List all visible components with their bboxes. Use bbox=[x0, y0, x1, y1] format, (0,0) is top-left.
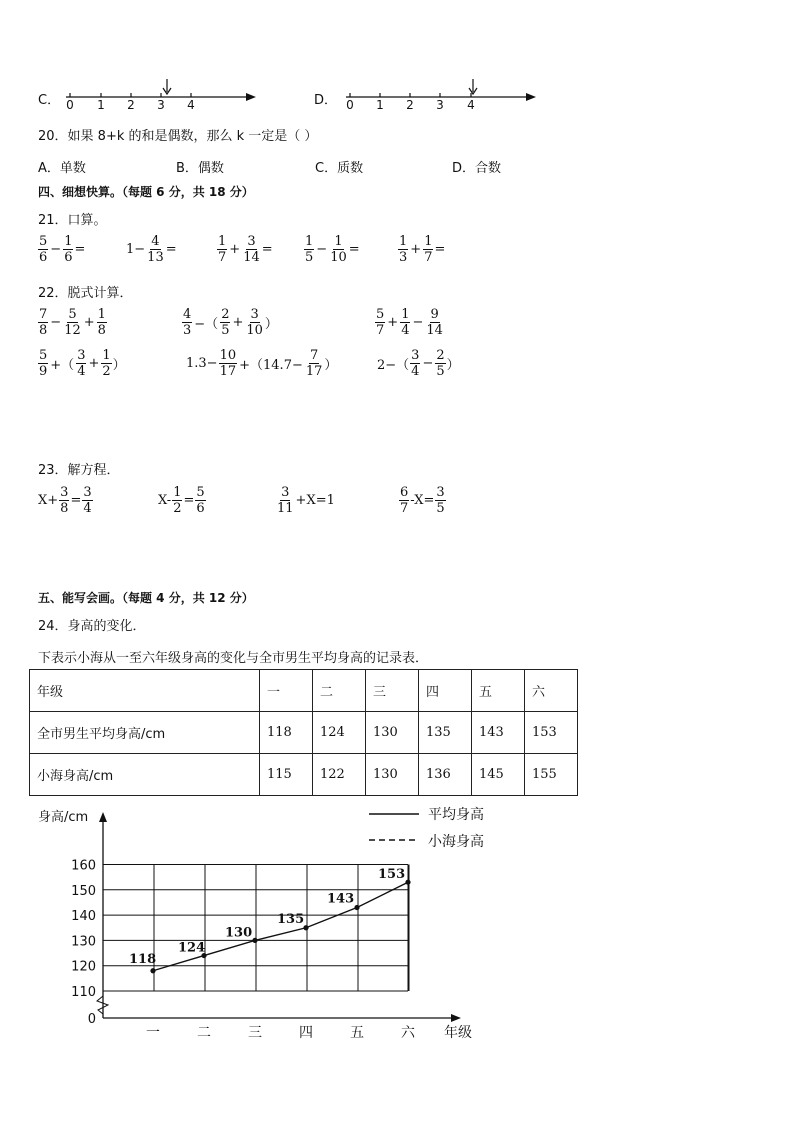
tick-label: 4 bbox=[187, 98, 195, 112]
q21-expr-4: $\frac{1}{5}$ − $\frac{1}{10}$ = bbox=[305, 234, 360, 265]
table-cell: 143 bbox=[472, 712, 525, 754]
q23-eq-3: $\frac{3}{11}$ +X=1 bbox=[277, 485, 335, 516]
q22-expr-5: 1.3− $\frac{10}{17}$ +（14.7− $\frac{7}{17}$ ） bbox=[186, 348, 338, 379]
data-label: 124 bbox=[178, 940, 206, 956]
tick-label: 0 bbox=[66, 98, 74, 112]
x-tick-label: 一 bbox=[146, 1025, 160, 1041]
table-cell: 122 bbox=[313, 754, 366, 796]
table-cell: 130 bbox=[366, 712, 419, 754]
q23-title: 23．解方程． bbox=[38, 463, 120, 478]
x-axis-arrow bbox=[451, 1014, 461, 1022]
tick-label: 2 bbox=[127, 98, 135, 112]
tick-label: 1 bbox=[376, 98, 384, 112]
tick-label: 3 bbox=[157, 98, 165, 112]
tick-label: 1 bbox=[97, 98, 105, 112]
number-line-d bbox=[342, 76, 542, 112]
q20-option-c: C．质数 bbox=[315, 161, 364, 176]
q23-eq-2: X- $\frac{1}{2}$ = $\frac{5}{6}$ bbox=[158, 485, 205, 516]
y-tick-label: 140 bbox=[71, 909, 96, 925]
table-cell: 124 bbox=[313, 712, 366, 754]
table-header-cell: 一 bbox=[260, 670, 313, 712]
q22-expr-4: $\frac{5}{9}$ +（ $\frac{3}{4}$ + $\frac{1}{2}$ ） bbox=[39, 348, 126, 379]
q21-title: 21．口算。 bbox=[38, 213, 107, 228]
table-cell: 130 bbox=[366, 754, 419, 796]
q21-expr-1: $\frac{5}{6}$ − $\frac{1}{6}$ = bbox=[39, 234, 86, 265]
q22-expr-6: 2−（ $\frac{3}{4}$ − $\frac{2}{5}$ ） bbox=[377, 348, 460, 379]
table-cell: 115 bbox=[260, 754, 313, 796]
table-header-cell: 四 bbox=[419, 670, 472, 712]
q22-expr-3: $\frac{5}{7}$ + $\frac{1}{4}$ − $\frac{9}{14}$ bbox=[376, 307, 443, 338]
tick-label: 3 bbox=[436, 98, 444, 112]
q22-expr-2: $\frac{4}{3}$ −（ $\frac{2}{5}$ + $\frac{3}{10}$ ） bbox=[183, 307, 278, 338]
chart-legend bbox=[369, 806, 484, 850]
table-cell: 145 bbox=[472, 754, 525, 796]
tick-label: 4 bbox=[467, 98, 475, 112]
q23-eq-4: $\frac{6}{7}$ -X= $\frac{3}{5}$ bbox=[400, 485, 445, 516]
x-tick-label: 五 bbox=[350, 1025, 364, 1041]
table-header-row bbox=[30, 670, 578, 712]
q21-expr-2: 1− $\frac{4}{13}$ = bbox=[126, 234, 177, 265]
q23-eq-1: X+ $\frac{3}{8}$ = $\frac{3}{4}$ bbox=[38, 485, 92, 516]
chart-grid bbox=[103, 865, 409, 992]
table-cell: 153 bbox=[525, 712, 578, 754]
table-header-cell: 二 bbox=[313, 670, 366, 712]
x-tick-label: 二 bbox=[197, 1025, 211, 1041]
y-axis-arrow bbox=[99, 812, 107, 822]
height-line-chart bbox=[0, 800, 560, 1050]
data-point bbox=[150, 968, 155, 973]
table-cell: 全市男生平均身高/cm bbox=[30, 712, 260, 754]
q20-option-b: B．偶数 bbox=[176, 161, 224, 176]
data-label: 118 bbox=[129, 951, 157, 967]
table-header-cell: 年级 bbox=[30, 670, 260, 712]
q20-option-d: D．合数 bbox=[452, 161, 502, 176]
table-header-cell: 六 bbox=[525, 670, 578, 712]
option-c-label: C． bbox=[38, 93, 61, 108]
y-tick-label: 0 bbox=[87, 1012, 96, 1027]
tick-label: 0 bbox=[346, 98, 354, 112]
y-tick-label: 160 bbox=[71, 858, 96, 874]
q20-option-a: A．单数 bbox=[38, 161, 86, 176]
x-tick-label: 四 bbox=[299, 1025, 313, 1041]
y-tick-label: 110 bbox=[71, 985, 96, 1000]
table-row bbox=[30, 712, 578, 754]
y-tick-label: 130 bbox=[71, 934, 96, 950]
number-line-c bbox=[62, 76, 262, 112]
legend-label: 小海身高 bbox=[428, 834, 484, 850]
height-record-table bbox=[29, 669, 578, 796]
data-label: 143 bbox=[327, 891, 355, 907]
tick-label: 2 bbox=[406, 98, 414, 112]
q21-expr-5: $\frac{1}{3}$ + $\frac{1}{7}$ = bbox=[399, 234, 446, 265]
x-tick-label: 六 bbox=[401, 1025, 415, 1041]
q22-expr-1: $\frac{7}{8}$ − $\frac{5}{12}$ + $\frac{1}{8}$ bbox=[39, 307, 106, 338]
data-label: 135 bbox=[277, 911, 305, 927]
table-cell: 118 bbox=[260, 712, 313, 754]
table-cell: 136 bbox=[419, 754, 472, 796]
table-header-cell: 三 bbox=[366, 670, 419, 712]
data-point bbox=[303, 925, 308, 930]
data-label: 130 bbox=[225, 925, 253, 941]
q22-title: 22．脱式计算． bbox=[38, 286, 133, 301]
data-point bbox=[252, 938, 257, 943]
q24-intro: 下表示小海从一至六年级身高的变化与全市男生平均身高的记录表． bbox=[38, 651, 429, 666]
x-tick-label: 三 bbox=[248, 1025, 262, 1041]
data-label: 153 bbox=[378, 867, 406, 883]
table-cell: 小海身高/cm bbox=[30, 754, 260, 796]
y-tick-label: 120 bbox=[71, 959, 96, 975]
data-point bbox=[405, 880, 410, 885]
y-axis-label: 身高/cm bbox=[38, 810, 89, 825]
q20-text: 20．如果 8+k 的和是偶数，那么 k 一定是（ ） bbox=[38, 129, 318, 144]
section-4-title: 四、细想快算。（每题 6 分，共 18 分） bbox=[38, 185, 254, 199]
legend-label: 平均身高 bbox=[428, 807, 484, 823]
q24-title: 24．身高的变化． bbox=[38, 619, 146, 634]
table-cell: 155 bbox=[525, 754, 578, 796]
option-d-label: D． bbox=[314, 93, 338, 108]
table-header-cell: 五 bbox=[472, 670, 525, 712]
table-row bbox=[30, 754, 578, 796]
data-point bbox=[354, 905, 359, 910]
section-5-title: 五、能写会画。（每题 4 分，共 12 分） bbox=[38, 591, 254, 605]
y-tick-label: 150 bbox=[71, 883, 96, 899]
x-axis-label: 年级 bbox=[444, 1025, 472, 1041]
q21-expr-3: $\frac{1}{7}$ + $\frac{3}{14}$ = bbox=[218, 234, 273, 265]
table-cell: 135 bbox=[419, 712, 472, 754]
